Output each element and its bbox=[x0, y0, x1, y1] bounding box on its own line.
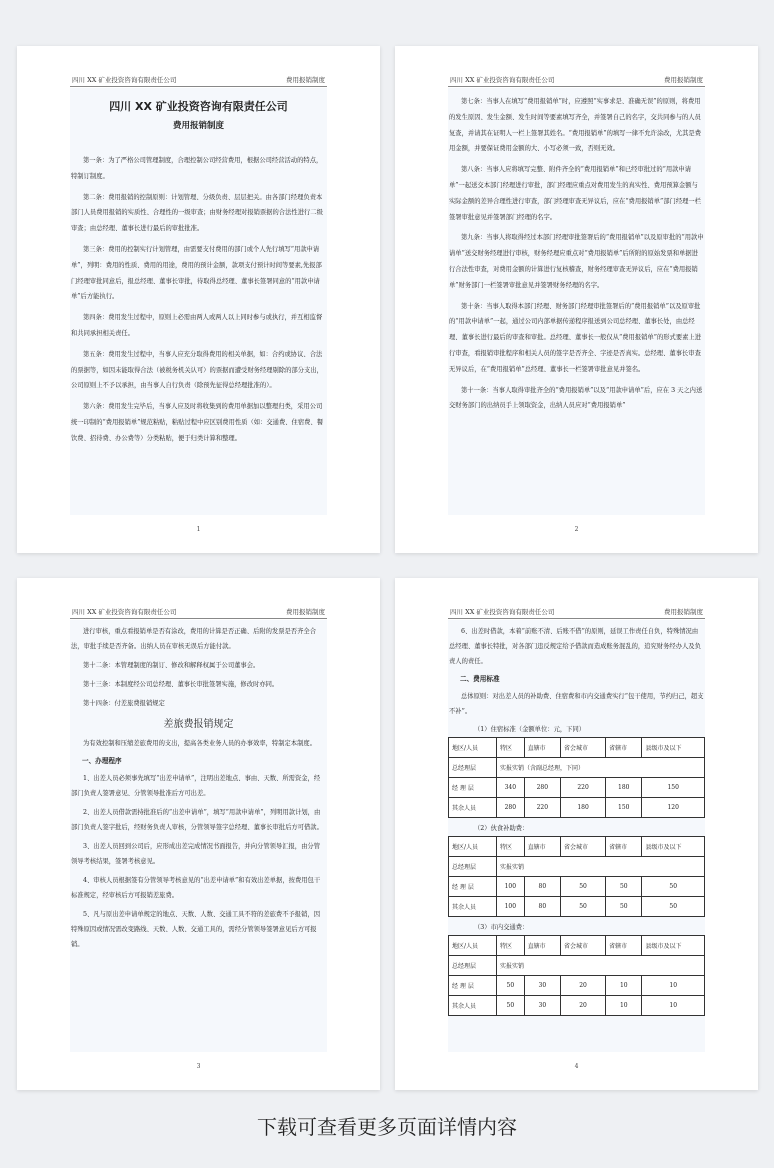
table-cell: 180 bbox=[606, 778, 642, 798]
header-doc-title: 费用报销制度 bbox=[286, 608, 325, 616]
table-cell: 实报实销 bbox=[497, 956, 705, 976]
page-body bbox=[448, 88, 705, 515]
table-cell: 100 bbox=[497, 877, 525, 897]
table-cell: 地区/人员 bbox=[449, 738, 497, 758]
table-caption: （2）伙食补助费： bbox=[474, 825, 529, 832]
table-caption: （1）住宿标准（金额单位：元，下同） bbox=[474, 726, 586, 733]
document-page-1 bbox=[17, 46, 380, 553]
table-row bbox=[449, 936, 705, 956]
table-cell: 280 bbox=[497, 798, 525, 818]
page-header bbox=[448, 73, 705, 87]
table-cell: 150 bbox=[642, 778, 705, 798]
header-company: 四川 XX 矿业投资咨询有限责任公司 bbox=[72, 608, 177, 616]
table-cell: 80 bbox=[524, 897, 560, 917]
table-cell: 省辖市 bbox=[606, 936, 642, 956]
table-cell: 10 bbox=[606, 976, 642, 996]
table-cell: 其余人员 bbox=[449, 897, 497, 917]
header-doc-title: 费用报销制度 bbox=[664, 76, 703, 84]
document-page-3 bbox=[17, 578, 380, 1090]
table-cell: 特区 bbox=[497, 936, 525, 956]
page-body bbox=[70, 620, 327, 1052]
standards-table bbox=[448, 836, 705, 917]
page-body bbox=[70, 88, 327, 515]
table-cell: 经 理 层 bbox=[449, 976, 497, 996]
table-cell: 县级市及以下 bbox=[642, 837, 705, 857]
table-cell: 经 理 层 bbox=[449, 877, 497, 897]
list-item: 3、出差人员回到公司后，应形成出差完成情况书面报告，并向分管领导汇报，由分管领导考核结果，签署考核意见。 bbox=[71, 843, 320, 865]
list-item: 5、凡与原出差申请单规定的地点、天数、人数、交通工具不符的差旅费不予报销，因特殊原因或情况需改变路线、天数、人数、交通工具的，需经分管领导签署意见后方可报销。 bbox=[71, 911, 320, 948]
table-row bbox=[449, 996, 705, 1016]
paragraph: 第一条：为了严格公司管理制度，合理控制公司经营费用，根据公司经营活动的特点，特制订制度。 bbox=[71, 157, 323, 180]
header-doc-title: 费用报销制度 bbox=[286, 76, 325, 84]
table-cell: 直辖市 bbox=[524, 936, 560, 956]
document-page-4 bbox=[395, 578, 758, 1090]
paragraph: 第八条：当事人应将填写完整、附件齐全的“费用报销单”和已经审批过的“用款申请单”一起送交本部门经理进行审批，部门经理应重点对费用发生的真实性、费用预算金额与实际金额的差异合理性进行审查，部门经理审查无异议后，应在“费用报销单”部门经理一栏签署审批意见并签署部门经理的名字。 bbox=[449, 166, 702, 221]
table-cell: 340 bbox=[497, 778, 525, 798]
paragraph: 第十条：当事人取得本部门经理、财务部门经理审批签署后的“费用报销单”以及原审批的“用款申请单”一起，通过公司内部单据传递程序报送到公司总经理、董事长处，由总经理、董事长进行最后的审查和审批。总经理、董事长一般仅从“费用报销单”的形式要素上进行审查，看报销审批程序和相关人员的签字是否齐全、字迹是否真实。总经理、董事长审查无异议后，在“费用报销单”总经理、董事长一栏签署审批意见并签名。 bbox=[449, 302, 702, 373]
table-cell: 280 bbox=[524, 778, 560, 798]
paragraph: 第十四条：付差旅费报销规定 bbox=[83, 700, 165, 707]
table-row bbox=[449, 778, 705, 798]
paragraph: 第十一条：当事人取得审批齐全的“费用报销单”以及“用款申请单”后，应在 3 天之内送交财务部门的出纳员手上领取资金，出纳人员应对“费用报销单” bbox=[449, 386, 703, 410]
paragraph: 总体原则：对出差人员的补助费、住宿费和市内交通费实行“包干使用，节约归己，超支不补”。 bbox=[449, 693, 704, 715]
table-cell: 50 bbox=[642, 897, 705, 917]
document-subtitle: 费用报销制度 bbox=[172, 121, 224, 131]
header-doc-title: 费用报销制度 bbox=[664, 608, 703, 616]
paragraph: 第六条：费用发生完毕后，当事人应及时将收集到的费用单据加以整理归类，采用公司统一印制的“费用报销单”规范粘贴，粘贴过程中应区别费用性质（如：交通费、住宿费、餐饮费、招待费、办公费等）分类粘贴，便于归类计算和整理。 bbox=[71, 403, 324, 442]
table-cell: 50 bbox=[561, 877, 606, 897]
paragraph: 第四条：费用发生过程中，原则上必需由两人或两人以上同时参与或执行，并互相监督和共同承担相关责任。 bbox=[71, 314, 323, 337]
standards-tables bbox=[448, 724, 705, 1016]
table-row bbox=[449, 758, 705, 778]
paragraph: 第二条：费用报销的控制原则：计划管理、分级负责、层层把关。由各部门经理负责本部门人员费用报销的实质性、合理性的一级审查；由财务经理对报销票据的合法性进行二级审查；由总经理、董事长进行最后的审批批准。 bbox=[71, 193, 323, 233]
table-cell: 50 bbox=[497, 976, 525, 996]
header-company: 四川 XX 矿业投资咨询有限责任公司 bbox=[72, 76, 177, 84]
standards-table bbox=[448, 737, 705, 818]
table-cell: 30 bbox=[524, 996, 560, 1016]
page-header bbox=[70, 73, 327, 87]
table-cell: 100 bbox=[497, 897, 525, 917]
page-number: 3 bbox=[196, 1063, 201, 1070]
table-cell: 实报实销 bbox=[497, 857, 705, 877]
table-cell: 省会城市 bbox=[561, 936, 606, 956]
table-cell: 10 bbox=[606, 996, 642, 1016]
header-company: 四川 XX 矿业投资咨询有限责任公司 bbox=[450, 76, 555, 84]
download-prompt[interactable]: 下载可查看更多页面详情内容 bbox=[257, 1115, 517, 1139]
paragraph: 进行审核，重点看报销单是否有涂改，费用的计算是否正确、后附的发票是否齐全合法，审批手续是否齐备。出纳人员在审核无误后方能付款。 bbox=[71, 628, 316, 650]
table-caption: （3）市内交通费： bbox=[474, 924, 529, 931]
table-cell: 地区/人员 bbox=[449, 837, 497, 857]
table-cell: 省辖市 bbox=[606, 837, 642, 857]
page-number: 4 bbox=[574, 1063, 579, 1070]
table-cell: 特区 bbox=[497, 837, 525, 857]
table-cell: 10 bbox=[642, 976, 705, 996]
page-header bbox=[448, 605, 705, 619]
list-item: 1、出差人员必须事先填写“出差申请单”，注明出差地点、事由、天数、所需资金，经部门负责人签署意见、分管领导批准后方可出差。 bbox=[71, 775, 321, 797]
page-number: 2 bbox=[574, 526, 579, 533]
list-item: 2、出差人员借款需持批准后的“出差申请单”，填写“用款申请单”，列明用款计划，由部门负责人签字批后，经财务负责人审核，分管领导签字总经理、董事长审批后方可借款。 bbox=[71, 809, 323, 831]
table-cell: 50 bbox=[642, 877, 705, 897]
table-row bbox=[449, 956, 705, 976]
table-cell: 80 bbox=[524, 877, 560, 897]
table-cell: 总经理层 bbox=[449, 857, 497, 877]
table-cell: 县级市及以下 bbox=[642, 738, 705, 758]
paragraph: 第七条：当事人在填写“费用报销单”时，应遵照“实事求是、准确无误”的原则，将费用的发生原因、发生金额、发生时间等要素填写齐全，并签署自己的名字，交共同参与的人员复查，并请其在证明人一栏上签署其姓名。“费用报销单”的填写一律不允许涂改，尤其是费用金额，并要保证费用金额的大、小写必须一致，否则无效。 bbox=[449, 98, 702, 153]
table-cell: 总经理层 bbox=[449, 956, 497, 976]
document-title: 四川 XX 矿业投资咨询有限责任公司 bbox=[109, 100, 288, 113]
table-cell: 实报实销（含副总经理，下同） bbox=[497, 758, 705, 778]
table-cell: 120 bbox=[642, 798, 705, 818]
page-body bbox=[448, 620, 705, 1052]
table-cell: 50 bbox=[606, 897, 642, 917]
table-row bbox=[449, 976, 705, 996]
page-header bbox=[70, 605, 327, 619]
table-cell: 其余人员 bbox=[449, 996, 497, 1016]
section-heading: 一、办理程序 bbox=[82, 757, 122, 765]
table-row bbox=[449, 738, 705, 758]
table-cell: 20 bbox=[561, 976, 606, 996]
paragraph: 6、出差时借款，本着“前账不清、后账不借”的原则，延误工作责任自负，特殊情况由总经理、董事长特批，对各部门违反规定给予借款而造成账务混乱的，追究财务经办人及负责人的责任。 bbox=[449, 628, 701, 665]
paragraph: 第五条：费用发生过程中，当事人应充分取得费用的相关单据，如：合约或协议、合法的票据等，如因未能取得合法（被税务机关认可）的票据而遭受财务经理剔除的部分支出，公司原则上不予以承担，由当事人自行负责（除预先征得总经理批准的）。 bbox=[71, 350, 323, 390]
table-cell: 50 bbox=[497, 996, 525, 1016]
table-row bbox=[449, 857, 705, 877]
table-cell: 180 bbox=[561, 798, 606, 818]
page-number: 1 bbox=[196, 526, 201, 533]
table-cell: 其余人员 bbox=[449, 798, 497, 818]
table-cell: 特区 bbox=[497, 738, 525, 758]
table-cell: 总经理层 bbox=[449, 758, 497, 778]
table-cell: 直辖市 bbox=[524, 738, 560, 758]
section-heading: 二、费用标准 bbox=[460, 675, 500, 683]
table-cell: 省会城市 bbox=[561, 738, 606, 758]
table-cell: 20 bbox=[561, 996, 606, 1016]
table-cell: 经 理 层 bbox=[449, 778, 497, 798]
table-cell: 10 bbox=[642, 996, 705, 1016]
table-cell: 50 bbox=[606, 877, 642, 897]
header-company: 四川 XX 矿业投资咨询有限责任公司 bbox=[450, 608, 555, 616]
list-item: 4、审核人员根据签有分管领导考核意见的“出差申请单”和有效出差单据，按费用包干标准规定，经审核后方可报销差旅费。 bbox=[71, 877, 321, 899]
table-cell: 直辖市 bbox=[524, 837, 560, 857]
paragraph: 第十二条：本管理制度的制订、修改和解释权属于公司董事会。 bbox=[83, 662, 260, 669]
paragraph: 第十三条：本制度经公司总经理、董事长审批签署实施，修改时亦同。 bbox=[83, 681, 279, 688]
table-row bbox=[449, 877, 705, 897]
paragraph: 为有效控制和压缩差旅费用的支出，提高各类业务人员的办事效率，特制定本制度。 bbox=[83, 740, 316, 747]
standards-table bbox=[448, 935, 705, 1016]
table-cell: 县级市及以下 bbox=[642, 936, 705, 956]
table-row bbox=[449, 837, 705, 857]
table-cell: 150 bbox=[606, 798, 642, 818]
paragraph: 第九条：当事人将取得经过本部门经理审批签署后的“费用报销单”以及原审批的“用款申请单”送交财务经理进行审核，财务经理应重点对“费用报销单”后所附的原始发票和单据进行合法性审查，对费用金额的计算进行复核稽查，财务经理审查无异议后，应在“费用报销单”财务部门一栏签署审批意见并签署财务经理的名字。 bbox=[449, 234, 704, 289]
table-cell: 省会城市 bbox=[561, 837, 606, 857]
table-cell: 省辖市 bbox=[606, 738, 642, 758]
table-cell: 220 bbox=[561, 778, 606, 798]
paragraph: 第三条：费用的控制实行计划管理，由需要支付费用的部门或个人先行填写“用款申请单”，列明：费用的性质、费用的用途，费用的预计金额，款项支付预计时间等要素,先报部门经理审批同意后，报总经理、董事长审批，待取得总经理、董事长签署同意的“用款申请单”后方能执行。 bbox=[71, 245, 322, 301]
document-page-2 bbox=[395, 46, 758, 553]
table-cell: 50 bbox=[561, 897, 606, 917]
table-cell: 220 bbox=[524, 798, 560, 818]
table-cell: 地区/人员 bbox=[449, 936, 497, 956]
table-cell: 30 bbox=[524, 976, 560, 996]
table-row bbox=[449, 798, 705, 818]
section-title: 差旅费报销规定 bbox=[163, 719, 234, 730]
table-row bbox=[449, 897, 705, 917]
